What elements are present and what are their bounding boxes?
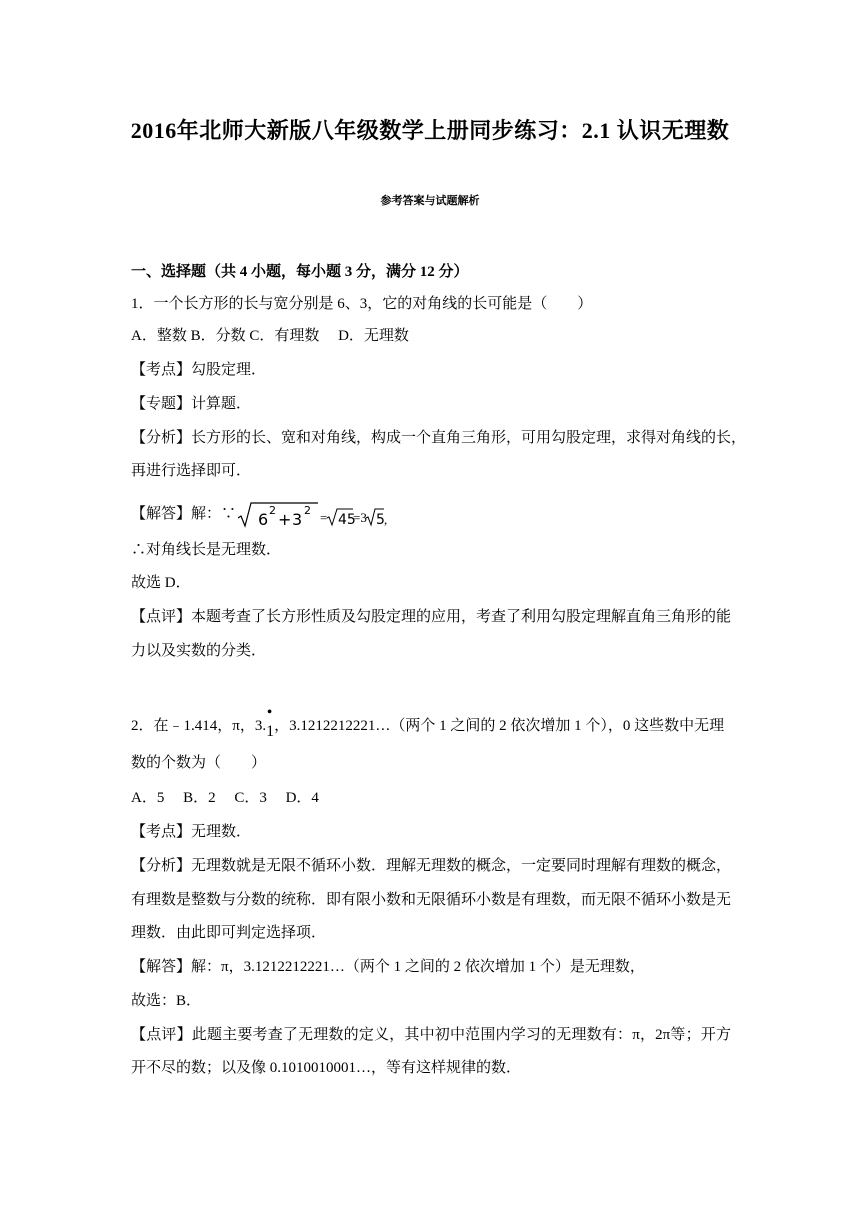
q1-expr-eq1: =: [320, 509, 328, 525]
q1-dianping-line1: 【点评】本题考查了长方形性质及勾股定理的应用，考查了利用勾股定理解直角三角形的能: [131, 609, 732, 625]
document-subtitle: 参考答案与试题解析: [380, 195, 480, 207]
q1-conclusion: ∴对角线长是无理数．: [131, 542, 282, 558]
q2-repeating-decimal: [266, 705, 275, 740]
document-title: 2016年北师大新版八年级数学上册同步练习：2.1 认识无理数: [130, 118, 730, 143]
q1-sqrt-expression: [238, 500, 388, 530]
q1-expr-base2: 3: [292, 509, 303, 529]
q2-kaodian: 【考点】无理数．: [131, 824, 252, 840]
q1-jieda-prefix: 【解答】解：∵: [131, 506, 237, 522]
q1-expr-eq2: =3: [353, 509, 367, 525]
q1-jieda: [131, 498, 731, 530]
q1-expr-comma: ,: [384, 511, 388, 527]
q2-stem-b: ，3.1212212221…（两个 1 之间的 2 依次增加 1 个），0 这些数中无理: [274, 718, 725, 734]
section-heading: 一、选择题（共 4 小题，每小题 3 分，满分 12 分）: [131, 264, 469, 280]
q1-options: A．整数 B．分数 C．有理数 D．无理数: [131, 328, 409, 344]
q2-choice: 故选：B．: [131, 993, 202, 1009]
q2-fenxi-line3: 理数．由此即可判定选择项．: [131, 925, 327, 941]
q1-fenxi-line2: 再进行选择即可．: [131, 463, 252, 479]
q2-options: A．5 B．2 C．3 D．4: [131, 790, 319, 806]
q1-expr-base1: 6: [258, 509, 269, 529]
q2-fenxi-line2: 有理数是整数与分数的统称．即有限小数和无限循环小数是有理数，而无限不循环小数是无: [131, 892, 732, 908]
q1-expr-rad2: 45: [338, 511, 356, 528]
q1-kaodian: 【考点】勾股定理．: [131, 362, 267, 378]
q2-repeat-dot: •: [267, 705, 272, 720]
q1-expr-exp2: 2: [304, 503, 312, 517]
q2-fenxi-line1: 【分析】无理数就是无限不循环小数．理解无理数的概念，一定要同时理解有理数的概念，: [131, 858, 732, 874]
q2-jieda: 【解答】解：π，3.1212212221…（两个 1 之间的 2 依次增加 1 个）是无理数，: [131, 959, 645, 975]
q2-stem-a: 2．在﹣1.414，π，3.: [131, 718, 267, 734]
q2-dianping-line1: 【点评】此题主要考查了无理数的定义，其中初中范围内学习的无理数有：π，2π等；开方: [131, 1027, 731, 1043]
q2-repeat-digit: 1: [266, 723, 275, 740]
q2-dianping-line2: 开不尽的数；以及像 0.1010010001…，等有这样规律的数．: [131, 1060, 522, 1076]
q2-stem-line1: [131, 705, 731, 740]
q1-zhuanti: 【专题】计算题．: [131, 396, 252, 412]
q1-expr-plus: +: [278, 509, 292, 529]
q2-stem-line2: 数的个数为（ ）: [131, 755, 267, 771]
q1-dianping-line2: 力以及实数的分类．: [131, 643, 267, 659]
q1-choice: 故选 D．: [131, 575, 191, 591]
q1-stem: 1．一个长方形的长与宽分别是 6、3，它的对角线的长可能是（ ）: [131, 296, 593, 312]
q1-expr-rad3: 5: [376, 511, 385, 528]
q1-expr-exp1: 2: [269, 503, 277, 517]
q1-fenxi-line1: 【分析】长方形的长、宽和对角线，构成一个直角三角形，可用勾股定理，求得对角线的长，: [131, 430, 747, 446]
